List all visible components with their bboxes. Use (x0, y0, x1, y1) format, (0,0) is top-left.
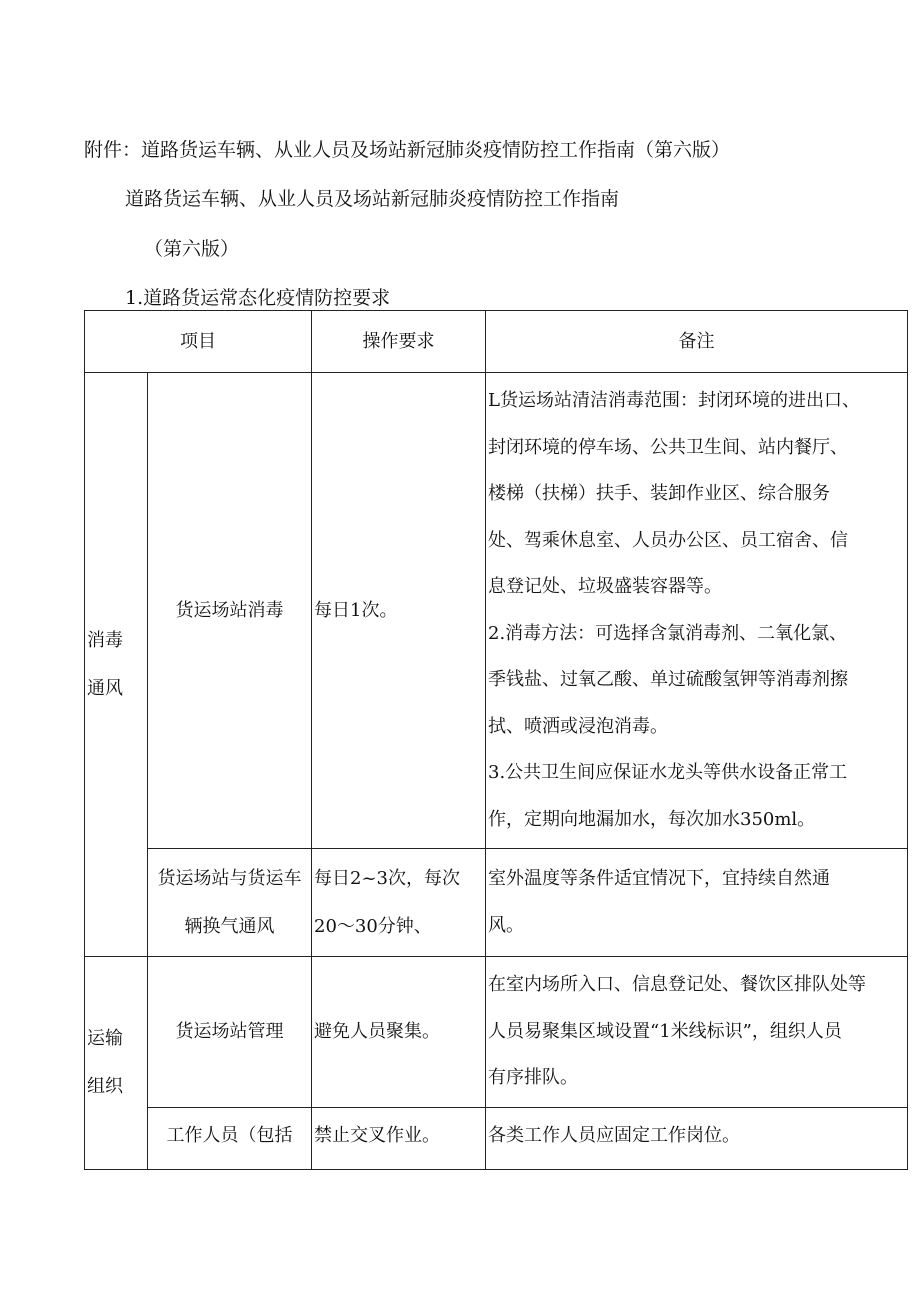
item-line: 货运场站管理 (175, 1021, 284, 1042)
remark-line: 处、驾乘休息室、人员办公区、员工宿舍、信 (488, 529, 848, 551)
remark-line: 2.消毒方法：可选择含氯消毒剂、二氧化氯、 (488, 622, 848, 644)
remark-cell (486, 1108, 908, 1170)
requirements-table (84, 310, 908, 1170)
header-item: 项目 (85, 311, 312, 373)
operation-line: 每日1次。 (314, 599, 398, 621)
remark-line: 季钱盐、过氧乙酸、单过硫酸氢钾等消毒剂擦 (488, 669, 848, 690)
category-line: 通风 (87, 677, 123, 699)
remark-line: L货运场站清洁消毒范围：封闭环境的进出口、 (488, 390, 860, 411)
document-title: 道路货运车辆、从业人员及场站新冠肺炎疫情防控工作指南 (125, 188, 620, 210)
item-line: 货运场站消毒 (175, 599, 284, 621)
item-line: 辆换气通风 (184, 915, 275, 937)
remark-line: 息登记处、垃圾盛装容器等。 (488, 576, 722, 597)
table-row (85, 849, 908, 957)
operation-cell (312, 849, 486, 957)
remark-cell (486, 373, 908, 849)
item-cell (148, 849, 312, 957)
operation-line: 20～30分钟、 (314, 915, 432, 937)
operation-cell (312, 373, 486, 849)
remark-cell (486, 849, 908, 957)
remark-line: 人员易聚集区域设置“1米线标识”，组织人员 (488, 1020, 842, 1042)
operation-cell (312, 957, 486, 1108)
table-header-row (85, 311, 908, 373)
remark-line: 楼梯（扶梯）扶手、装卸作业区、综合服务 (488, 483, 830, 504)
operation-line: 每日2~3次，每次 (314, 867, 460, 889)
remark-line: 室外温度等条件适宜情况下，宜持续自然通 (488, 868, 830, 889)
operation-line: 禁止交叉作业。 (314, 1125, 440, 1146)
category-cell (85, 957, 148, 1170)
remark-line: 拭、喷洒或浸泡消毒。 (488, 715, 668, 737)
item-cell (148, 1108, 312, 1170)
table-row (85, 1108, 908, 1170)
remark-cell (486, 957, 908, 1108)
remark-line: 有序排队。 (488, 1067, 578, 1089)
table-row (85, 957, 908, 1108)
category-line: 运输 (87, 1028, 123, 1049)
table-row (85, 373, 908, 849)
operation-line: 避免人员聚集。 (314, 1021, 440, 1042)
category-cell (85, 373, 148, 957)
operation-cell (312, 1108, 486, 1170)
document-edition: （第六版） (144, 238, 240, 260)
header-operation: 操作要求 (312, 311, 486, 373)
remark-line: 3.公共卫生间应保证水龙头等供水设备正常工 (488, 762, 848, 783)
item-cell (148, 373, 312, 849)
item-cell (148, 957, 312, 1108)
remark-line: 风。 (488, 914, 524, 936)
remark-line: 在室内场所入口、信息登记处、餐饮区排队处等 (488, 974, 866, 996)
category-line: 消毒 (87, 629, 123, 651)
remark-line: 封闭环境的停车场、公共卫生间、站内餐厅、 (488, 436, 848, 458)
remark-line: 作，定期向地漏加水，每次加水350ml。 (488, 808, 816, 830)
item-line: 货运场站与货运车 (157, 867, 302, 889)
section-heading: 1.道路货运常态化疫情防控要求 (125, 287, 391, 309)
header-remark: 备注 (486, 311, 908, 373)
item-line: 工作人员（包括 (166, 1125, 293, 1146)
category-line: 组织 (87, 1076, 123, 1097)
remark-line: 各类工作人员应固定工作岗位。 (488, 1125, 740, 1146)
attachment-title: 附件：道路货运车辆、从业人员及场站新冠肺炎疫情防控工作指南（第六版） (84, 139, 731, 161)
